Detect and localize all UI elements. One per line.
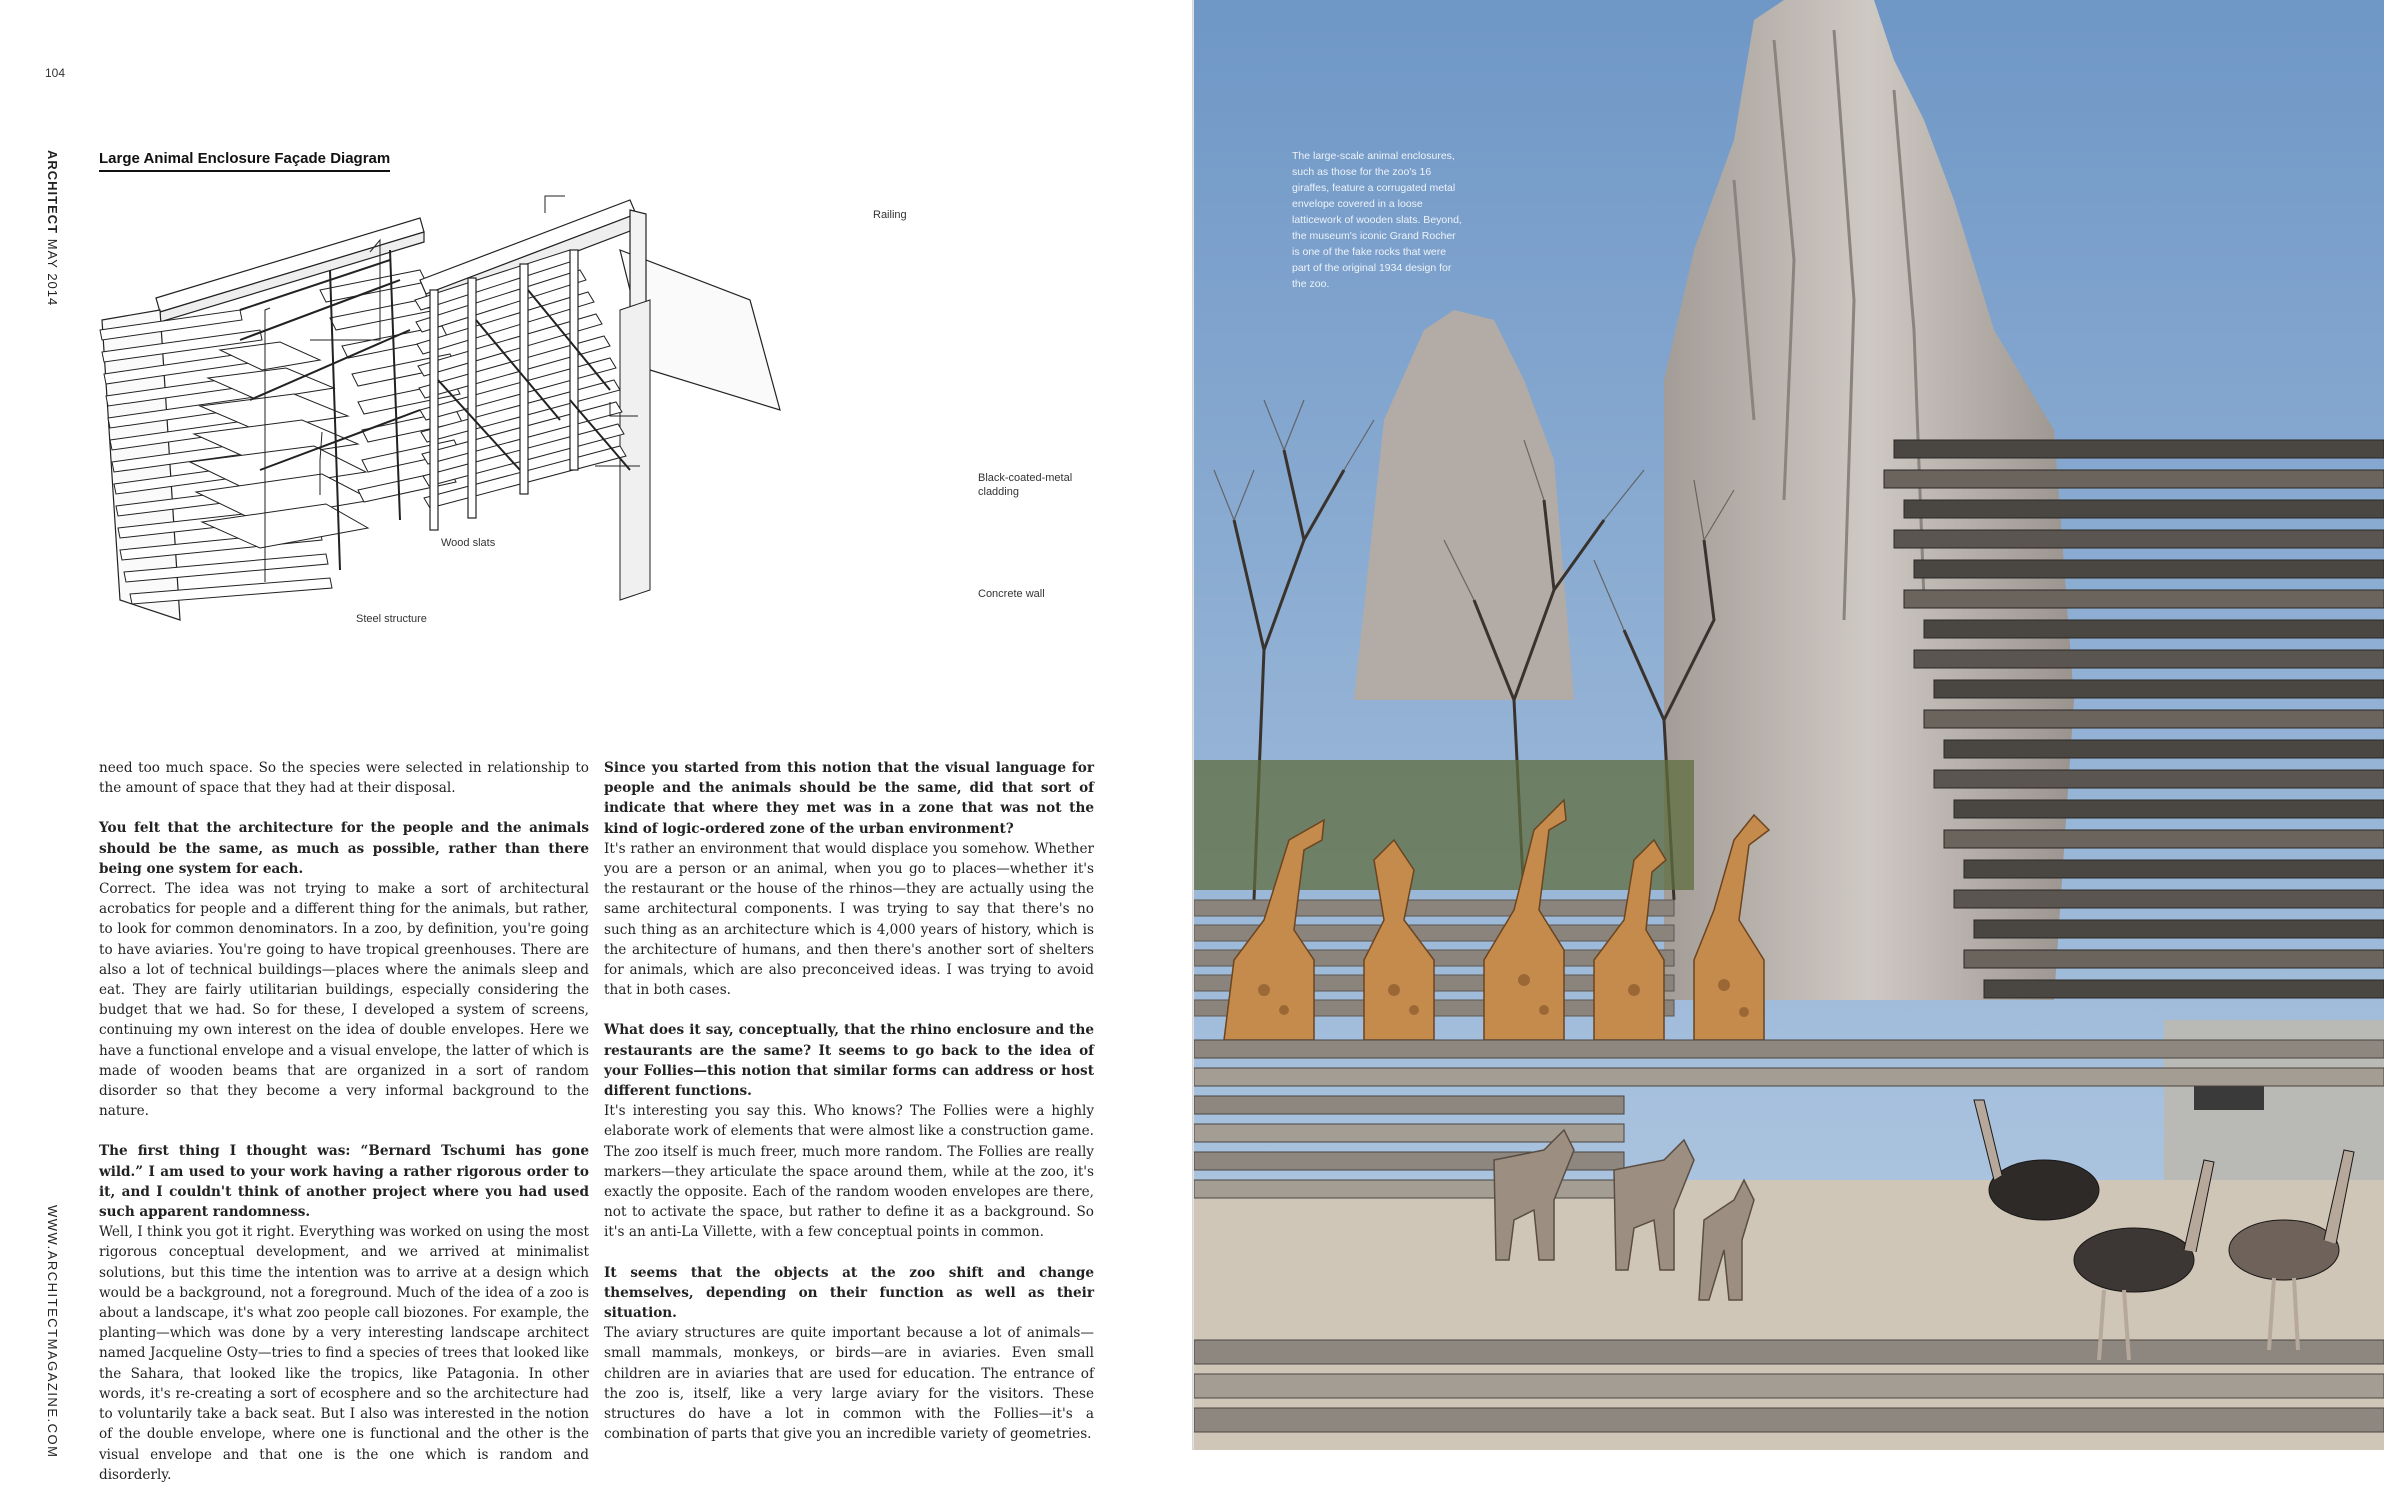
answer: It's interesting you say this. Who knows? The Follies were a highly elaborate work of elements that were almost like a construction game. The zoo itself is much freer, much more random. The Follies are really markers—they articulate the space around them, while at the zoo, it's exactly the opposite. Each of the random wooden envelopes are there, not to activate the space, but rather to define it as a background. So it's an anti-La Villette, with a few conceptual points in common.: [604, 1103, 1094, 1241]
facade-diagram: [90, 170, 1150, 650]
diagram-title: Large Animal Enclosure Façade Diagram: [99, 150, 390, 172]
question: What does it say, conceptually, that the rhino enclosure and the restaurants are the same? It seems to go back to the idea of your Follies—this notion that similar forms can address or host different functions.: [604, 1022, 1094, 1100]
label-cladding: Black-coated-metal cladding: [978, 472, 1073, 498]
right-cladding: [620, 300, 650, 600]
label-wood: Wood slats: [441, 537, 496, 549]
running-head-url: WWW.ARCHITECTMAGAZINE.COM: [45, 1205, 60, 1459]
answer: Well, I think you got it right. Everything was worked on using the most rigorous conceptual development, and we arrived at minimalist solutions, but this time the intention was to arrive at a design which would be a background, not a foreground. Much of the idea of a zoo is about a landscape, it's what zoo people call biozones. For example, the planting—which was done by a very interesting landscape architect named Jacqueline Osty—tries to find a species of trees that looked like the Sahara, that looked like the tropics, like Patagonia. In other words, it's re-creating a sort of ecosphere and so the architecture had to voluntarily take a back seat. But I also was interested in the notion of the double envelope, where one is functional and the other is the visual envelope and that one is the one which is random and disorderly.: [99, 1224, 590, 1483]
label-concrete: Concrete wall: [978, 588, 1045, 600]
question: You felt that the architecture for the people and the animals should be the same, as much as possible, rather than there being one system for each.: [99, 820, 589, 877]
qa-block: [604, 1020, 1094, 1242]
qa-block: [604, 758, 1094, 1000]
text-column-2: [604, 758, 1094, 1465]
running-head-magazine: [45, 150, 60, 306]
left-page: [0, 0, 1194, 1483]
page-number: 104: [45, 66, 66, 80]
question: The first thing I thought was: “Bernard Tschumi has gone wild.” I am used to your work having a rather rigorous order to it, and I couldn't think of another project where you had used such apparent randomness.: [99, 1143, 589, 1221]
label-railing: Railing: [873, 209, 907, 221]
left-top-cap: [156, 218, 424, 312]
paragraph: need too much space. So the species were selected in relationship to the amount of space that they had at their disposal.: [99, 760, 589, 797]
text-column-1: [99, 758, 589, 1505]
answer: Correct. The idea was not trying to make a sort of architectural acrobatics for people and a different thing for the animals, but rather, to look for common denominators. In a zoo, by definition, you're going to have aviaries. You're going to have tropical greenhouses. There are also a lot of technical buildings—places where the animals sleep and eat. They are fairly utilitarian buildings, especially considering the budget that we had. So for these, I developed a system of screens, continuing my own interest on the idea of double envelopes. Here we have a functional envelope and a visual envelope, the latter of which is made of wooden beams that are organized in a sort of random disorder so that they become a very informal background to the nature.: [99, 881, 589, 1120]
answer: The aviary structures are quite important because a lot of animals—small mammals, monkeys, or birds—are in aviaries. Even small children are in aviaries that are used for education. The entrance of the zoo is, itself, like a very large aviary for the visitors. These structures do have a lot in common with the Follies—it's a combination of parts that give you an incredible variety of geometries.: [604, 1325, 1094, 1443]
magazine-name: ARCHITECT: [45, 150, 60, 235]
greenery: [1194, 760, 1694, 890]
photo-caption: The large-scale animal enclosures, such as those for the zoo's 16 giraffes, feature a corrugated metal envelope covered in a loose latticework of wooden slats. Beyond, the museum's iconic Grand Rocher is one of the fake rocks that were part of the original 1934 design for the zoo.: [1292, 150, 1462, 290]
qa-block: [99, 1141, 589, 1484]
issue-date: MAY 2014: [45, 238, 60, 307]
qa-block: [99, 818, 589, 1121]
answer: It's rather an environment that would displace you somehow. Whether you are a person or an animal, when you go to places—whether it's the restaurant or the house of the rhinos—they are actually using the same architectural components. I was trying to say that there's no such thing as an architecture which is 4,000 years of history, which is the architecture of humans, and then there's another sort of shelters for animals, which are also preconceived ideas. I was trying to avoid that in both cases.: [604, 840, 1094, 999]
label-steel: Steel structure: [356, 613, 427, 625]
question: It seems that the objects at the zoo shift and change themselves, depending on their function as well as their situation.: [604, 1264, 1094, 1322]
right-page-photo: [1194, 0, 2384, 1450]
question: Since you started from this notion that the visual language for people and the animals should be the same, did that sort of indicate that where they met was in a zone that was not the kind of logic-ordered zone of the urban environment?: [604, 760, 1094, 837]
qa-block: [604, 1263, 1094, 1445]
